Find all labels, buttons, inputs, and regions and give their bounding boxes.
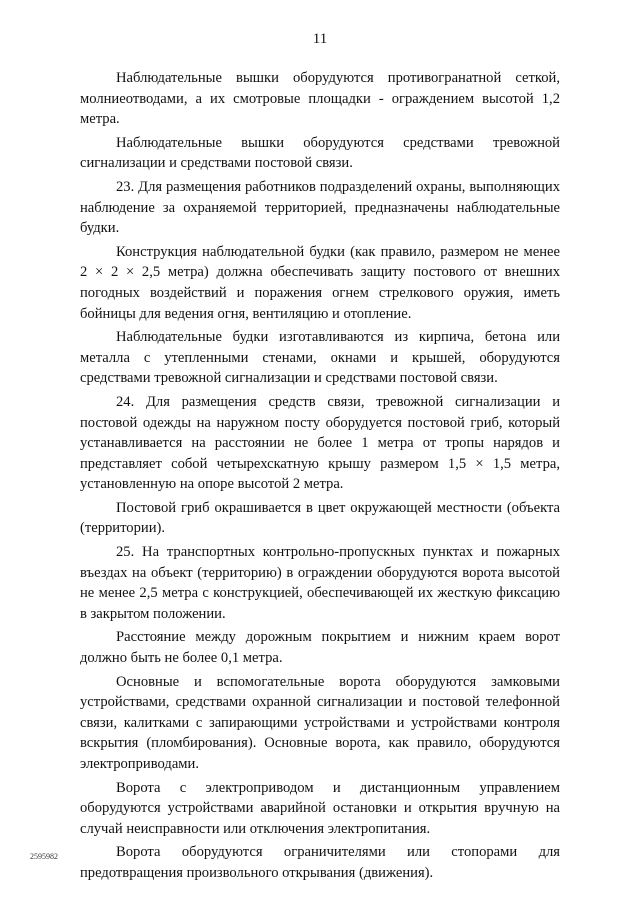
paragraph-3: 23. Для размещения работников подразделений охраны, выполняющих наблюдение за охраняемой территорией, предназначены наблюдательные будки. bbox=[80, 178, 560, 237]
paragraph-2: Наблюдательные вышки оборудуются средствами тревожной сигнализации и средствами постовой связи. bbox=[80, 134, 560, 172]
page-number: 11 bbox=[312, 31, 328, 47]
paragraph-10: Основные и вспомогательные ворота оборудуются замковыми устройствами, средствами охранной сигнализации и постовой телефонной связи, калитками с запирающими устройствами и устройствами контроля вскрытия (пломбирования). Основные ворота, как правило, оборудуются электроприводами. bbox=[80, 673, 560, 772]
paragraph-9: Расстояние между дорожным покрытием и нижним краем ворот должно быть не более 0,1 метра. bbox=[80, 629, 560, 667]
paragraph-5: Наблюдательные будки изготавливаются из кирпича, бетона или металла с утепленными стенами, окнами и крышей, оборудуются средствами тревожной сигнализации и средствами постовой связи. bbox=[80, 329, 560, 387]
paragraph-11: Ворота с электроприводом и дистанционным управлением оборудуются устройствами аварийной остановки и открытия вручную на случай неисправности или отключения электропитания. bbox=[80, 779, 560, 837]
paragraph-1: Наблюдательные вышки оборудуются противогранатной сеткой, молниеотводами, а их смотровые площадки - ограждением высотой 1,2 метра. bbox=[80, 70, 560, 128]
paragraph-4: Конструкция наблюдательной будки (как правило, размером не менее 2 × 2 × 2,5 метра) должна обеспечивать защиту постового от внешних погодных воздействий и поражения огнем стрелкового оружия, иметь бойницы для ведения огня, вентиляцию и отопление. bbox=[80, 243, 560, 322]
paragraph-8: 25. На транспортных контрольно-пропускных пунктах и пожарных въездах на объект (территорию) в ограждении оборудуются ворота высотой не менее 2,5 метра с конструкцией, обеспечивающей их жесткую фиксацию в закрытом положении. bbox=[80, 544, 560, 622]
paragraph-12: Ворота оборудуются ограничителями или стопорами для предотвращения произвольного открывания (движения). bbox=[80, 844, 560, 881]
paragraph-7: Постовой гриб окрашивается в цвет окружающей местности (объекта (территории). bbox=[80, 499, 560, 537]
paragraph-6: 24. Для размещения средств связи, тревожной сигнализации и постовой одежды на наружном посту оборудуется постовой гриб, который устанавливается на расстоянии не более 1 метра от тропы нарядов и представляет собой четырехскатную крышу размером 1,5 × 1,5 метра, установленную на опоре высотой 2 метра. bbox=[80, 393, 560, 493]
document-body bbox=[80, 68, 560, 884]
footer-document-code: 2595982 bbox=[30, 852, 58, 861]
